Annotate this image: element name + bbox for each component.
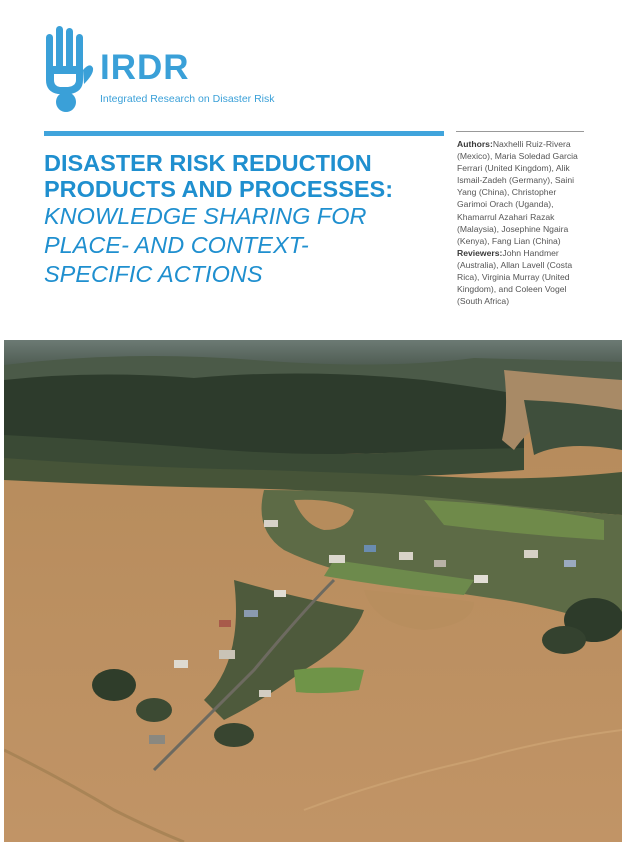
document-title xyxy=(44,150,449,289)
authors-divider xyxy=(456,131,584,132)
credits-block xyxy=(457,138,587,307)
title-line-2: PRODUCTS AND PROCESSES: xyxy=(44,176,394,202)
authors-list: Naxhelli Ruiz-Rivera (Mexico), Maria Soledad Garcia Ferrari (United Kingdom), Alik Ismail-Zadeh (Germany), Saini Yang (China), Christopher Garimoi Orach (Uganda), Khamarrul Azahari Razak (Malaysia), Josephine Ngaira (Kenya), Fang Lian (China) xyxy=(457,139,578,246)
irdr-logo xyxy=(40,22,280,112)
title-line-1: DISASTER RISK REDUCTION xyxy=(44,150,372,176)
subtitle-line-3: SPECIFIC ACTIONS xyxy=(44,261,263,287)
logo-wordmark: IRDR xyxy=(100,48,190,87)
title-divider xyxy=(44,131,444,136)
raised-hand-icon xyxy=(40,22,95,114)
subtitle-line-1: KNOWLEDGE SHARING FOR xyxy=(44,203,367,229)
reviewers-entry xyxy=(457,247,587,307)
cover-photo-flooded-farmland xyxy=(4,340,622,842)
authors-label: Authors: xyxy=(457,139,493,149)
logo-subtitle: Integrated Research on Disaster Risk xyxy=(100,93,275,105)
authors-entry xyxy=(457,138,587,247)
subtitle-line-2: PLACE- AND CONTEXT- xyxy=(44,232,309,258)
reviewers-list: John Handmer (Australia), Allan Lavell (Costa Rica), Virginia Murray (United Kingdom), and Coleen Vogel (South Africa) xyxy=(457,247,573,307)
reviewers-label: Reviewers: xyxy=(457,247,503,258)
